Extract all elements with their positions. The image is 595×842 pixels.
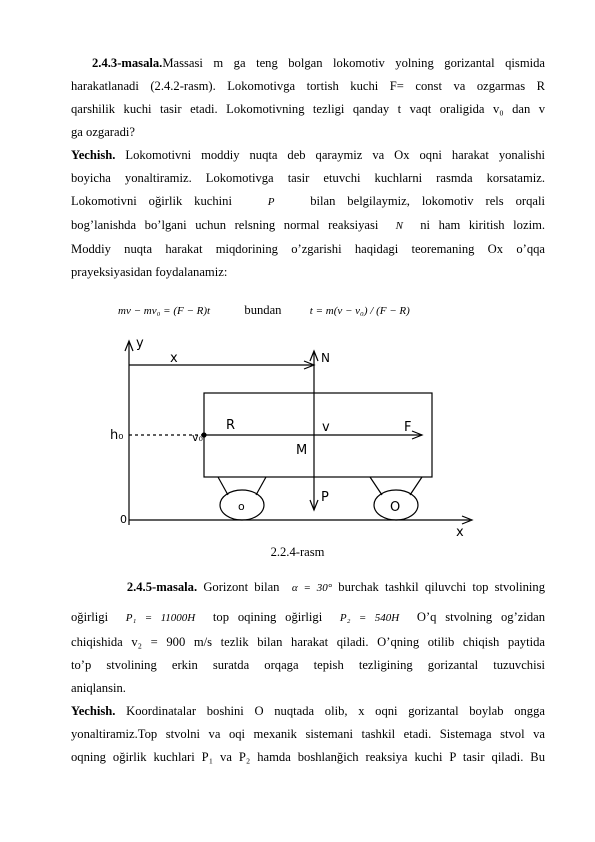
- weight-symbol: P: [267, 196, 275, 208]
- solution-text: bilan belgilaymiz, lokomotiv rels orqali: [310, 194, 545, 208]
- problem-line: harakatlanadi (2.4.2-rasm). Lokomotivga tortish kuchi F= const va ozgarmas R: [71, 79, 545, 93]
- y-axis-label: y: [136, 336, 144, 351]
- problem-line: [71, 573, 545, 603]
- problem-text: burchak tashkil qiluvchi top stvolining: [338, 580, 545, 594]
- solution-text: Lokomotivni moddiy nuqta deb qaraymiz va Ox oqni harakat yonalishi: [115, 148, 545, 162]
- problem-2-4-5: [71, 573, 545, 633]
- problem-line: [71, 52, 545, 75]
- h0-label: h₀: [110, 428, 124, 443]
- problem-line: [71, 603, 545, 633]
- x-distance-label: x: [170, 351, 178, 366]
- solution-text: Lokomotivni oğirlik kuchini: [71, 194, 232, 208]
- p2-formula: P₂ = 540H: [339, 612, 400, 624]
- solution-label: Yechish.: [71, 704, 116, 718]
- solution-2-4-5: [71, 700, 545, 769]
- problem-text: Gorizont bilan: [197, 580, 280, 594]
- solution-label: Yechish.: [71, 148, 116, 162]
- locomotive-figure: [100, 335, 480, 540]
- p1-formula: P₁ = 11000H: [125, 612, 196, 624]
- problem-2-4-5-cont: [71, 631, 545, 700]
- problem-text: top oqining oğirligi: [212, 610, 323, 624]
- problem-line: chiqishida v₂ = 900 m/s tezlik bilan harakat qiladi. O’qning otilib chiqish paytida: [71, 635, 545, 649]
- left-wheel-label: o: [238, 500, 245, 513]
- time-formula: t = m(v − v₀) / (F − R): [309, 305, 410, 317]
- right-wheel-label: O: [390, 500, 401, 515]
- solution-line: [71, 700, 545, 723]
- solution-text: Koordinatalar boshini O nuqtada olib, x oqni gorizantal boylab ongga: [115, 704, 545, 718]
- solution-line: [71, 144, 545, 167]
- solution-line: yonaltiramiz.Top stvolni va oqi mexanik sistemani tashkil etadi. Sistemaga stvol va: [71, 727, 545, 741]
- problem-text: O’q stvolning og’zidan: [416, 610, 546, 624]
- n-label: N: [321, 351, 330, 365]
- p-label: P: [321, 490, 329, 505]
- problem-text: Massasi m ga teng bolgan lokomotiv yolning gorizantal qismida: [162, 56, 545, 70]
- f-label: F: [404, 420, 412, 435]
- alpha-formula: α = 30°: [291, 582, 333, 594]
- solution-text: bog’lanishda bo’lgani uchun relsning normal reaksiyasi: [71, 218, 379, 232]
- problem-title: 2.4.5-masala.: [126, 580, 198, 594]
- v0-label: v₀: [192, 431, 203, 444]
- r-label: R: [226, 418, 236, 433]
- solution-text: ni ham kiritish lozim.: [420, 218, 546, 232]
- problem-text: oğirligi: [71, 610, 109, 624]
- solution-line: oqning oğirlik kuchlari P₁ va P₂ hamda boshlanğich reaksiya kuchi P tasir qiladi. Bu: [71, 750, 545, 764]
- problem-line: aniqlansin.: [71, 681, 126, 695]
- bundan-text: bundan: [244, 303, 282, 317]
- momentum-formula: mv − mv₀ = (F − R)t: [118, 305, 211, 317]
- normal-symbol: N: [395, 220, 403, 232]
- solution-2-4-3: [71, 144, 545, 284]
- problem-title: 2.4.3-masala.: [92, 56, 163, 70]
- v-label: v: [322, 420, 330, 435]
- problem-line: ga ozgaradi?: [71, 125, 135, 139]
- problem-line: qarshilik kuchi tasir etadi. Lokomotivning tezligi qanday t vaqt oraligida v₀ dan v: [71, 102, 545, 116]
- solution-line: [71, 214, 545, 238]
- figure-caption: 2.2.4-rasm: [270, 545, 325, 559]
- problem-2-4-3: [71, 52, 545, 144]
- solution-line: prayeksiyasidan foydalanamiz:: [71, 265, 228, 279]
- formula-row: [118, 303, 410, 318]
- x-axis-label: x: [456, 525, 464, 540]
- solution-line: boyicha yonaltiramiz. Lokomotivga tasir etuvchi kuchlarni rasmda korsatamiz.: [71, 171, 545, 185]
- origin-label: 0: [120, 513, 127, 526]
- problem-line: to’p stvolining erkin suratda orqaga tepish tezligining gorizantal tuzuvchisi: [71, 658, 545, 672]
- solution-line: [71, 190, 545, 214]
- solution-line: Moddiy nuqta harakat miqdorining o’zgarishi haqidagi teoremaning Ox o’qqa: [71, 242, 545, 256]
- m-label: M: [296, 443, 308, 458]
